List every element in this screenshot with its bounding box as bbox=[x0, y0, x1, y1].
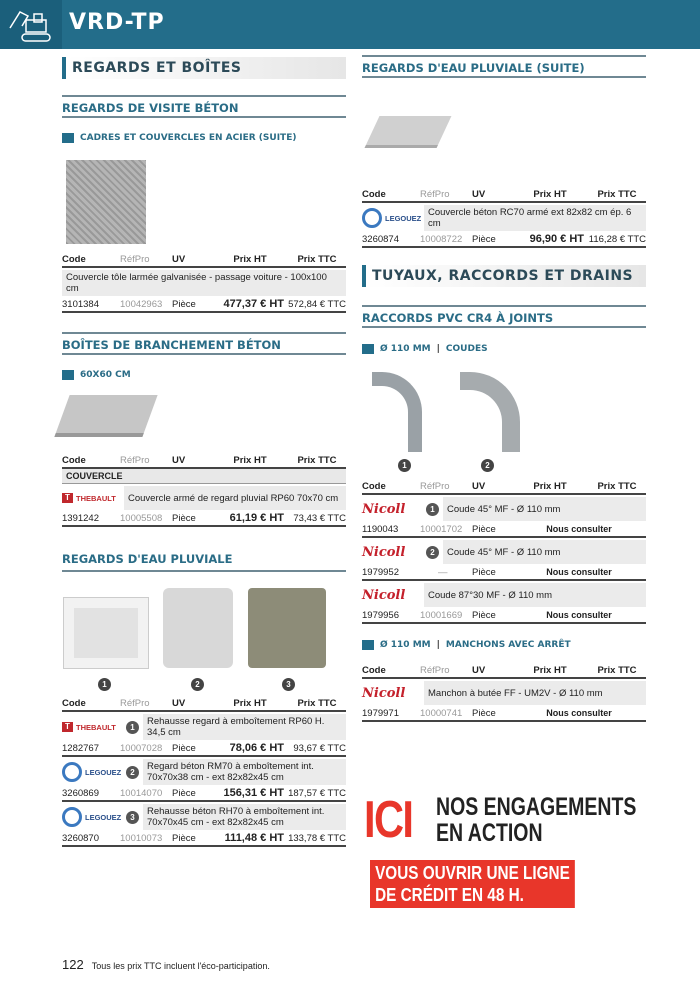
price-ht: 156,31 € HT bbox=[223, 787, 284, 799]
product-description: Manchon à butée FF - UM2V - Ø 110 mm bbox=[424, 681, 646, 705]
product-image-3 bbox=[248, 588, 326, 668]
table-row[interactable] bbox=[362, 607, 646, 624]
product-description: Couvercle tôle larmée galvanisée - passage voiture - 100x100 cm bbox=[62, 270, 346, 296]
column-header-code: Code bbox=[62, 698, 86, 709]
product-description-row bbox=[62, 714, 346, 740]
footer-note: Tous les prix TTC incluent l'éco-participation. bbox=[91, 961, 270, 971]
table-header bbox=[62, 455, 346, 469]
product-badge: 1 bbox=[426, 503, 439, 516]
product-description: Couvercle armé de regard pluvial RP60 70x70 cm bbox=[124, 486, 346, 510]
price-ttc: 572,84 € TTC bbox=[288, 299, 346, 310]
brand-logo: T THEBAULT bbox=[62, 715, 124, 739]
column-header-ref: RéfPro bbox=[420, 481, 450, 492]
product-code: 1190043 bbox=[362, 524, 399, 535]
category-text: COUDES bbox=[445, 344, 488, 354]
category-square-icon bbox=[362, 344, 374, 354]
column-header-ht: Prix HT bbox=[233, 254, 267, 265]
table-row[interactable] bbox=[362, 564, 646, 581]
column-header-uv: UV bbox=[172, 698, 186, 709]
product-badge: 1 bbox=[126, 721, 139, 734]
page-number: 122 bbox=[62, 957, 84, 972]
product-refpro: 10008722 bbox=[420, 234, 463, 245]
page-header bbox=[0, 0, 700, 49]
category-text: CADRES ET COUVERCLES EN ACIER (SUITE) bbox=[80, 133, 297, 143]
concrete-cover-image bbox=[365, 116, 452, 148]
product-table bbox=[362, 665, 646, 722]
product-code: 3260869 bbox=[62, 788, 99, 799]
column-header-ttc: Prix TTC bbox=[597, 189, 637, 200]
section-title: TUYAUX, RACCORDS ET DRAINS bbox=[362, 265, 646, 287]
product-description-row bbox=[362, 205, 646, 231]
column-header-ttc: Prix TTC bbox=[597, 481, 637, 492]
product-code: 3260870 bbox=[62, 833, 99, 844]
price-ht: 111,48 € HT bbox=[224, 832, 284, 844]
product-unit: Pièce bbox=[472, 610, 496, 621]
elbow-45-image bbox=[372, 372, 422, 452]
subsection-title: REGARDS D'EAU PLUVIALE bbox=[62, 552, 346, 572]
elbow-87-image bbox=[460, 372, 520, 452]
product-image-1 bbox=[64, 598, 148, 668]
product-description-row bbox=[62, 270, 346, 296]
category-label bbox=[62, 132, 296, 144]
table-row[interactable] bbox=[62, 740, 346, 757]
category-text: 60X60 CM bbox=[80, 370, 131, 380]
product-code: 1979952 bbox=[362, 567, 399, 578]
product-code: 1979956 bbox=[362, 610, 399, 621]
brand-logo: Nicoll bbox=[362, 587, 406, 603]
column-header-uv: UV bbox=[472, 189, 486, 200]
column-header-uv: UV bbox=[172, 455, 186, 466]
price-consult: Nous consulter bbox=[546, 708, 612, 718]
price-ttc: 187,57 € TTC bbox=[288, 788, 346, 799]
brand-logo: LEGOUEZ bbox=[362, 206, 424, 230]
promo-box bbox=[370, 860, 575, 908]
product-description-row bbox=[362, 681, 646, 705]
price-ttc: 116,28 € TTC bbox=[588, 234, 646, 245]
column-header-ref: RéfPro bbox=[420, 665, 450, 676]
promo-banner[interactable] bbox=[364, 790, 654, 920]
table-row[interactable] bbox=[62, 510, 346, 527]
price-ttc: 73,43 € TTC bbox=[293, 513, 346, 524]
product-badge: 3 bbox=[126, 811, 139, 824]
promo-line: VOUS OUVRIR UNE LIGNE bbox=[375, 863, 570, 883]
column-header-ht: Prix HT bbox=[233, 698, 267, 709]
product-unit: Pièce bbox=[172, 299, 196, 310]
table-row[interactable] bbox=[62, 296, 346, 313]
category-text: Ø 110 MM bbox=[380, 344, 431, 354]
product-unit: Pièce bbox=[172, 788, 196, 799]
column-header-ref: RéfPro bbox=[420, 189, 450, 200]
price-ht: 61,19 € HT bbox=[229, 512, 284, 524]
product-description: Coude 45° MF - Ø 110 mm bbox=[443, 540, 646, 564]
product-unit: Pièce bbox=[472, 524, 496, 535]
product-unit: Pièce bbox=[472, 234, 496, 245]
product-refpro: 10042963 bbox=[120, 299, 163, 310]
product-description: Coude 87°30 MF - Ø 110 mm bbox=[424, 583, 646, 607]
column-header-ttc: Prix TTC bbox=[297, 455, 337, 466]
steel-cover-image bbox=[66, 160, 146, 244]
product-badge: 2 bbox=[426, 546, 439, 559]
excavator-icon bbox=[0, 0, 62, 49]
group-label: COUVERCLE bbox=[62, 469, 346, 484]
product-code: 3260874 bbox=[362, 234, 399, 245]
product-description-row bbox=[62, 486, 346, 510]
category-square-icon bbox=[62, 133, 74, 143]
page-title: VRD-TP bbox=[69, 10, 165, 35]
column-header-ref: RéfPro bbox=[120, 698, 150, 709]
column-header-code: Code bbox=[362, 481, 386, 492]
column-header-ht: Prix HT bbox=[533, 189, 567, 200]
table-row[interactable] bbox=[62, 785, 346, 802]
product-refpro: 10001702 bbox=[420, 524, 463, 535]
product-table bbox=[362, 481, 646, 624]
brand-logo: Nicoll bbox=[362, 544, 406, 560]
product-description: Rehausse béton RH70 à emboîtement int. 70x70x45 cm - ext 82x82x45 cm bbox=[143, 804, 346, 830]
product-description-row bbox=[362, 583, 646, 607]
subsection-title: REGARDS D'EAU PLUVIALE (SUITE) bbox=[362, 55, 646, 78]
product-unit: Pièce bbox=[172, 513, 196, 524]
product-unit: Pièce bbox=[172, 743, 196, 754]
category-square-icon bbox=[62, 370, 74, 380]
product-code: 1282767 bbox=[62, 743, 99, 754]
separator: | bbox=[436, 344, 440, 354]
category-text: MANCHONS AVEC ARRÊT bbox=[445, 640, 571, 650]
product-code: 1979971 bbox=[362, 708, 399, 719]
product-refpro: 10014070 bbox=[120, 788, 163, 799]
category-label bbox=[362, 343, 488, 355]
product-refpro: — bbox=[438, 567, 448, 578]
table-row[interactable] bbox=[62, 830, 346, 847]
brand-logo: LEGOUEZ bbox=[62, 760, 124, 784]
column-header-code: Code bbox=[362, 189, 386, 200]
price-ttc: 133,78 € TTC bbox=[288, 833, 346, 844]
product-refpro: 10000741 bbox=[420, 708, 463, 719]
column-header-code: Code bbox=[362, 665, 386, 676]
product-description-row bbox=[62, 804, 346, 830]
product-unit: Pièce bbox=[472, 708, 496, 719]
promo-ici: ICI bbox=[364, 791, 413, 849]
table-header bbox=[362, 665, 646, 679]
category-label bbox=[362, 639, 571, 651]
product-refpro: 10007028 bbox=[120, 743, 163, 754]
product-description-row bbox=[62, 759, 346, 785]
column-header-ref: RéfPro bbox=[120, 254, 150, 265]
product-refpro: 10001669 bbox=[420, 610, 463, 621]
column-header-ref: RéfPro bbox=[120, 455, 150, 466]
product-badge: 2 bbox=[126, 766, 139, 779]
price-consult: Nous consulter bbox=[546, 610, 612, 620]
product-code: 1391242 bbox=[62, 513, 99, 524]
subsection-title: REGARDS DE VISITE BÉTON bbox=[62, 95, 346, 118]
product-description-row bbox=[362, 497, 646, 521]
column-header-ht: Prix HT bbox=[233, 455, 267, 466]
table-header bbox=[362, 189, 646, 203]
column-header-ht: Prix HT bbox=[533, 665, 567, 676]
product-description: Coude 45° MF - Ø 110 mm bbox=[443, 497, 646, 521]
column-header-uv: UV bbox=[472, 665, 486, 676]
table-header bbox=[362, 481, 646, 495]
category-label bbox=[62, 369, 131, 381]
brand-logo: Nicoll bbox=[362, 685, 406, 701]
column-header-ttc: Prix TTC bbox=[597, 665, 637, 676]
product-refpro: 10005508 bbox=[120, 513, 163, 524]
badge-1: 1 bbox=[98, 678, 111, 691]
subsection-title: RACCORDS PVC CR4 À JOINTS bbox=[362, 305, 646, 328]
price-ht: 78,06 € HT bbox=[229, 742, 284, 754]
price-ht: 96,90 € HT bbox=[529, 233, 584, 245]
product-unit: Pièce bbox=[472, 567, 496, 578]
column-header-ht: Prix HT bbox=[533, 481, 567, 492]
table-row[interactable] bbox=[362, 705, 646, 722]
price-consult: Nous consulter bbox=[546, 524, 612, 534]
brand-logo: Nicoll bbox=[362, 501, 406, 517]
concrete-cover-image bbox=[54, 395, 157, 437]
section-title: REGARDS ET BOÎTES bbox=[62, 57, 346, 79]
product-description-row bbox=[362, 540, 646, 564]
badge-2: 2 bbox=[481, 459, 494, 472]
table-header bbox=[62, 698, 346, 712]
column-header-ttc: Prix TTC bbox=[297, 254, 337, 265]
product-table bbox=[62, 455, 346, 527]
price-ttc: 93,67 € TTC bbox=[293, 743, 346, 754]
promo-line: DE CRÉDIT EN 48 H. bbox=[375, 885, 524, 905]
price-consult: Nous consulter bbox=[546, 567, 612, 577]
promo-headline: NOS ENGAGEMENTS EN ACTION bbox=[436, 793, 637, 847]
column-header-ttc: Prix TTC bbox=[297, 698, 337, 709]
table-header bbox=[62, 254, 346, 268]
product-table bbox=[362, 189, 646, 248]
product-description: Regard béton RM70 à emboîtement int. 70x70x38 cm - ext 82x82x45 cm bbox=[143, 759, 346, 785]
product-table bbox=[62, 254, 346, 313]
column-header-code: Code bbox=[62, 455, 86, 466]
category-text: Ø 110 MM bbox=[380, 640, 431, 650]
price-ht: 477,37 € HT bbox=[223, 298, 284, 310]
badge-3: 3 bbox=[282, 678, 295, 691]
product-table bbox=[62, 698, 346, 847]
product-description: Rehausse regard à emboîtement RP60 H. 34,5 cm bbox=[143, 714, 346, 740]
column-header-code: Code bbox=[62, 254, 86, 265]
brand-logo: T THEBAULT bbox=[62, 486, 124, 510]
category-square-icon bbox=[362, 640, 374, 650]
column-header-uv: UV bbox=[172, 254, 186, 265]
footer bbox=[62, 957, 270, 972]
subsection-title: BOÎTES DE BRANCHEMENT BÉTON bbox=[62, 332, 346, 355]
column-header-uv: UV bbox=[472, 481, 486, 492]
product-code: 3101384 bbox=[62, 299, 99, 310]
product-unit: Pièce bbox=[172, 833, 196, 844]
brand-logo: LEGOUEZ bbox=[62, 805, 124, 829]
product-description: Couvercle béton RC70 armé ext 82x82 cm ép. 6 cm bbox=[424, 205, 646, 231]
product-refpro: 10010073 bbox=[120, 833, 163, 844]
badge-1: 1 bbox=[398, 459, 411, 472]
table-row[interactable] bbox=[362, 521, 646, 538]
separator: | bbox=[436, 640, 440, 650]
product-image-2 bbox=[163, 588, 233, 668]
table-row[interactable] bbox=[362, 231, 646, 248]
badge-2: 2 bbox=[191, 678, 204, 691]
